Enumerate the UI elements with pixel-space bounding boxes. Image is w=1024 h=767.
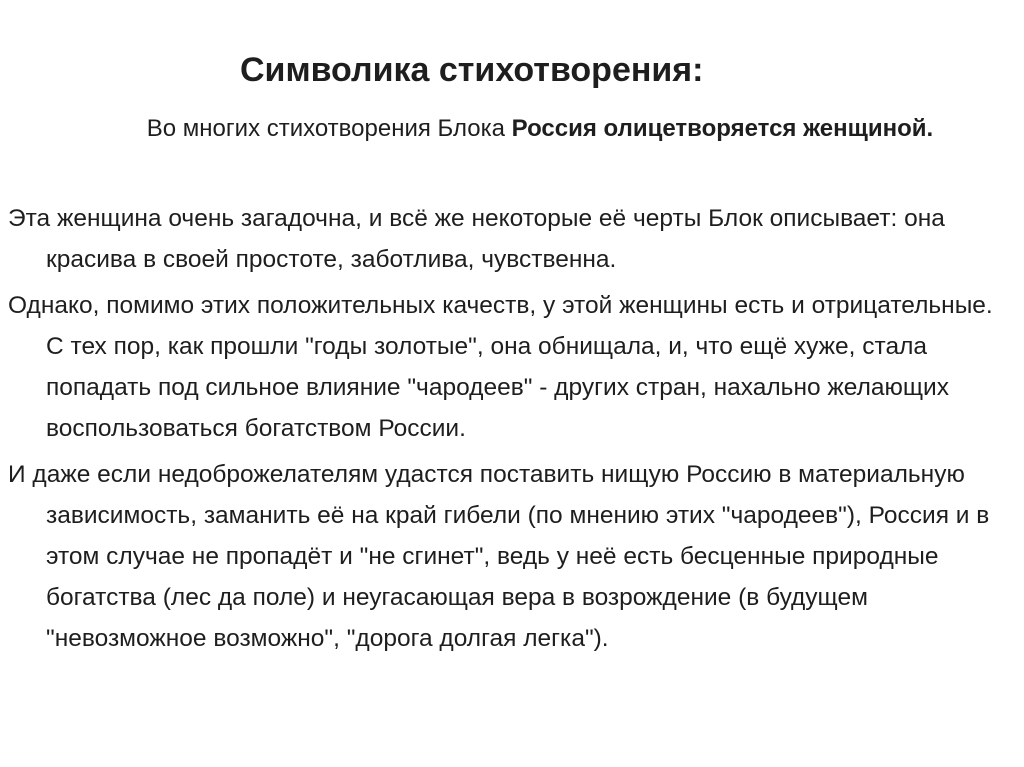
intro-bold-text: Россия олицетворяется женщиной. <box>511 115 934 142</box>
intro-paragraph <box>100 110 980 148</box>
paragraph-2: Однако, помимо этих положительных качеств, у этой женщины есть и отрицательные. С тех пор, как прошли "годы золотые", она обнищала, и, что ещё хуже, стала попадать под сильное влияние "чародеев" - других стран, нахально желающих воспользоваться богатством России. <box>8 292 993 442</box>
body-text <box>8 198 1016 664</box>
paragraph-1: Эта женщина очень загадочна, и всё же некоторые её черты Блок описывает: она красива в своей простоте, заботлива, чувственна. <box>8 205 945 273</box>
intro-text: Во многих стихотворения Блока <box>146 115 512 142</box>
slide-title: Символика стихотворения: <box>240 51 704 89</box>
paragraph-3: И даже если недоброжелателям удастся поставить нищую Россию в материальную зависимость, заманить её на край гибели (по мнению этих "чародеев"), Россия и в этом случае не пропадёт и "не сгинет", ведь у неё есть бесценные природные богатства (лес да поле) и неугасающая вера в возрождение (в будущем "невозможное возможно", "дорога долгая легка"). <box>8 461 990 652</box>
